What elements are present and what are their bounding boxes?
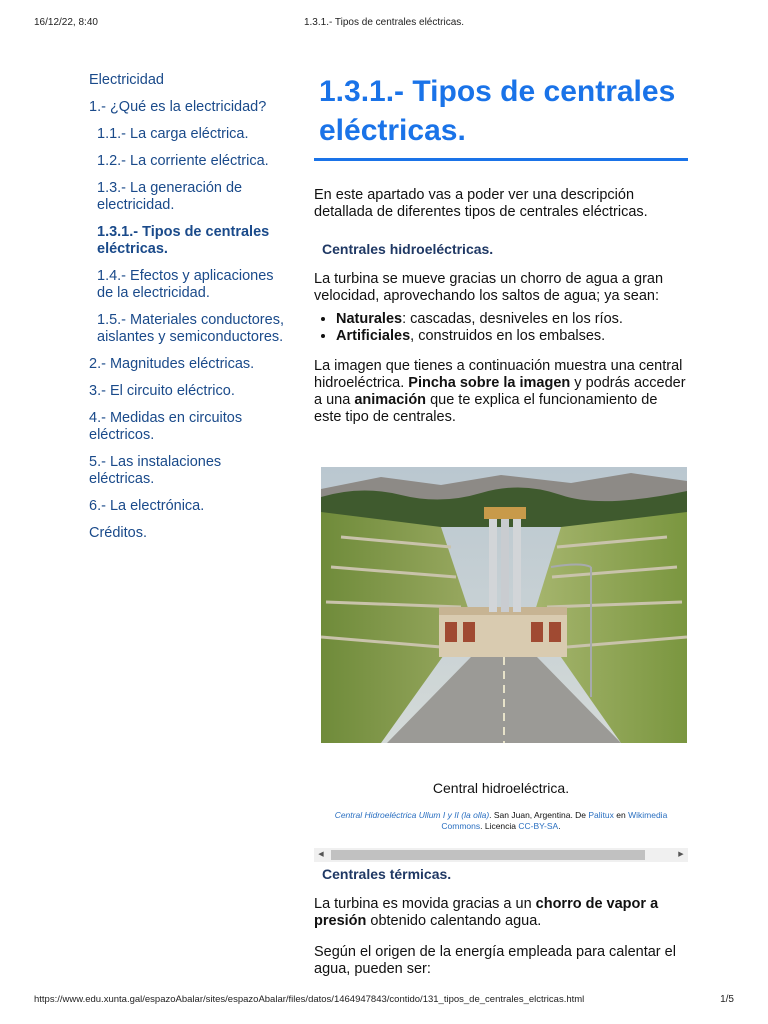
credit-image-link[interactable]: Central Hidroeléctrica Ullum I y II (la olla) [334,810,490,820]
hydro-plant-image[interactable] [321,467,687,743]
sidebar-item-carga[interactable]: 1.1.- La carga eléctrica. [97,126,249,142]
credit-text: . San Juan, Argentina. De [489,810,589,820]
print-date: 16/12/22, 8:40 [34,17,98,28]
text-span: que te explica el funcionamiento de este tipo de centrales. [314,392,658,425]
thermal-paragraph-1 [314,896,688,930]
print-page-number: 1/5 [720,994,734,1005]
thermal-paragraph-2: Según el origen de la energía empleada para calentar el agua, pueden ser: [314,944,676,977]
text-bold: chorro de vapor a presión [314,896,659,929]
thermal-section [314,866,688,978]
sidebar-item-corriente[interactable]: 1.2.- La corriente eléctrica. [97,153,269,169]
image-caption: Central hidroeléctrica. [432,780,570,796]
text-span: obtenido calentando agua. [366,913,542,929]
text-span: y podrás acceder a una [314,375,686,408]
sidebar-item-circuito[interactable]: 3.- El circuito eléctrico. [89,383,235,399]
sidebar-item-instalaciones[interactable]: 5.- Las instalaciones eléctricas. [89,454,222,487]
sidebar-item-que-es[interactable]: 1.- ¿Qué es la electricidad? [89,99,267,115]
sidebar-item-electronica[interactable]: 6.- La electrónica. [89,498,205,514]
intro-paragraph: En este apartado vas a poder ver una descripción detallada de diferentes tipos de centrales eléctricas. [314,187,648,220]
image-credit [314,810,688,832]
page-title: 1.3.1.- Tipos de centrales eléctricas. [314,72,688,161]
credit-source-link[interactable]: Wikimedia Commons [441,810,668,831]
text-bold: Pincha sobre la imagen [408,375,571,391]
bullet-text: , construidos en los embalses. [410,328,606,344]
thermal-heading: Centrales térmicas. [322,866,452,882]
horizontal-scrollbar[interactable] [314,848,688,862]
credit-text: . Licencia [480,821,519,831]
hydro-paragraph-1: La turbina se mueve gracias un chorro de agua a gran velocidad, aprovechando los saltos de agua; ya sean: [314,271,664,304]
sidebar-item-magnitudes[interactable]: 2.- Magnitudes eléctricas. [89,356,255,372]
credit-author-link[interactable]: Palitux [588,810,614,820]
text-bold: animación [354,392,427,408]
sidebar-item-tipos-centrales[interactable]: 1.3.1.- Tipos de centrales eléctricas. [97,224,270,257]
list-item [336,328,688,345]
sidebar-item-materiales[interactable]: 1.5.- Materiales conductores, aislantes y semiconductores. [97,312,284,345]
credit-license-link[interactable]: CC-BY-SA [518,821,559,831]
print-url: https://www.edu.xunta.gal/espazoAbalar/sites/espazoAbalar/files/datos/1464947843/contido/131_tipos_de_centrales_elctricas.html [34,994,585,1005]
hydro-heading: Centrales hidroeléctricas. [322,241,494,257]
list-item [336,311,688,328]
bullet-bold: Artificiales [336,328,411,344]
scrollbar-thumb[interactable] [331,850,645,860]
triangle-right-icon[interactable]: ▶ [678,851,684,858]
triangle-left-icon[interactable]: ◀ [318,851,324,858]
sidebar-item-generacion[interactable]: 1.3.- La generación de electricidad. [97,180,243,213]
sidebar-item-creditos[interactable]: Créditos. [89,525,148,541]
credit-text: en [613,810,629,820]
bullet-bold: Naturales [336,311,403,327]
hydro-bullet-list [314,311,688,345]
text-span: La turbina es movida gracias a un [314,896,536,912]
bullet-text: : cascadas, desniveles en los ríos. [402,311,623,327]
sidebar-item-efectos[interactable]: 1.4.- Efectos y aplicaciones de la electricidad. [97,268,274,301]
sidebar-item-medidas[interactable]: 4.- Medidas en circuitos eléctricos. [89,410,243,443]
sidebar-item-electricidad[interactable]: Electricidad [89,72,164,88]
hydro-paragraph-2 [314,358,688,426]
sidebar-nav [89,72,289,552]
hydro-plant-illustration [321,467,687,743]
text-span: La imagen que tienes a continuación muestra una central hidroeléctrica. [314,358,683,391]
print-title: 1.3.1.- Tipos de centrales eléctricas. [303,17,465,28]
credit-text: . [558,821,561,831]
main-content [314,72,688,426]
